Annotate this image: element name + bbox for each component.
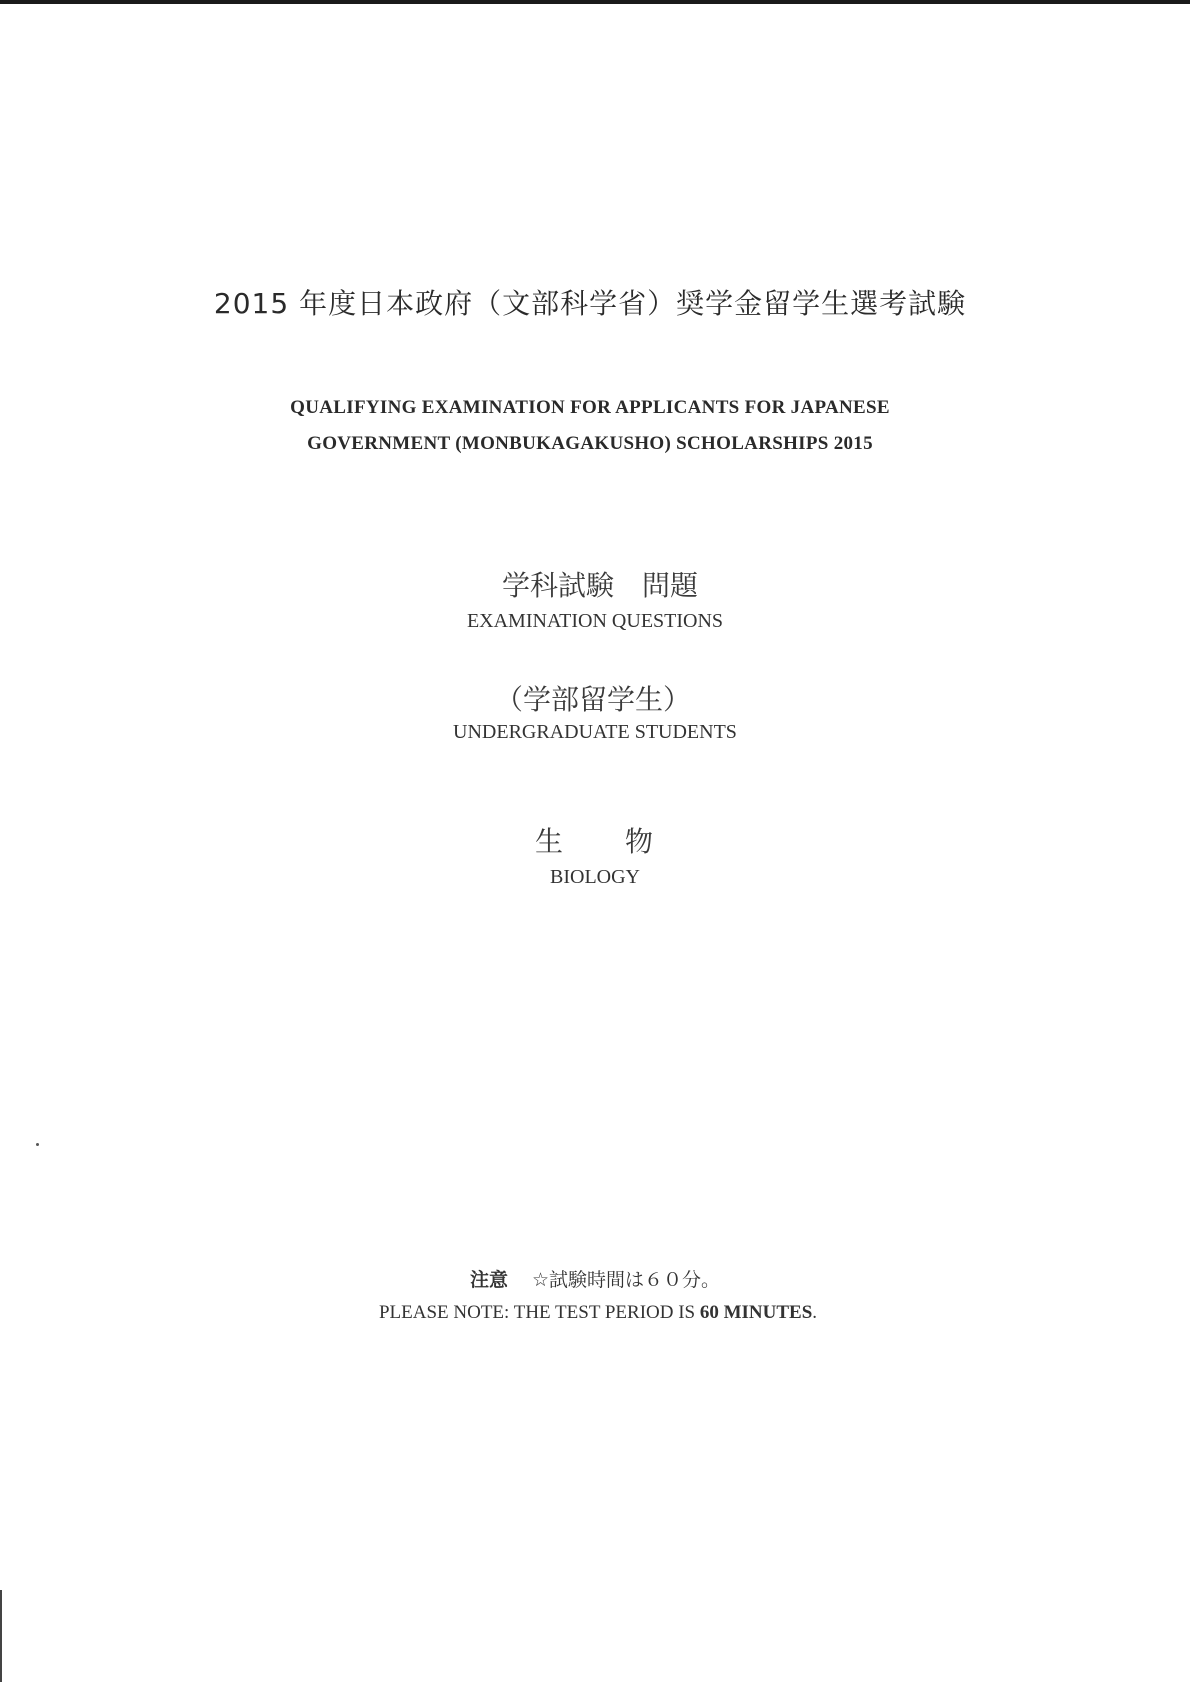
scan-speck: [36, 1143, 39, 1146]
note-en: [3, 1302, 1190, 1324]
undergraduate-en: UNDERGRADUATE STUDENTS: [453, 721, 737, 743]
note-en-end: .: [812, 1302, 818, 1323]
japanese-exam-title: 2015 年度日本政府（文部科学省）奨学金留学生選考試験: [213, 287, 967, 320]
note-en-text: PLEASE NOTE: THE TEST PERIOD IS: [378, 1302, 700, 1323]
note-jp-text: ☆試験時間は６０分。: [531, 1269, 721, 1291]
undergraduate-jp: （学部留学生）: [494, 683, 691, 716]
scan-edge-left: [0, 1590, 2, 1682]
english-exam-title-line-1: QUALIFYING EXAMINATION FOR APPLICANTS FOR JAPANESE: [290, 397, 890, 418]
exam-questions-en: EXAMINATION QUESTIONS: [466, 610, 724, 632]
note-jp: [0, 1265, 1190, 1292]
scan-edge-top: [0, 0, 1190, 4]
subject-jp: 生 物: [534, 825, 655, 858]
note-en-emphasis: 60 MINUTES: [699, 1302, 813, 1323]
exam-questions-jp: 学科試験 問題: [501, 569, 698, 602]
subject-en: BIOLOGY: [550, 866, 640, 888]
note-jp-label: 注意: [469, 1269, 508, 1291]
english-exam-title-line-2: GOVERNMENT (MONBUKAGAKUSHO) SCHOLARSHIPS 2015: [307, 433, 873, 454]
